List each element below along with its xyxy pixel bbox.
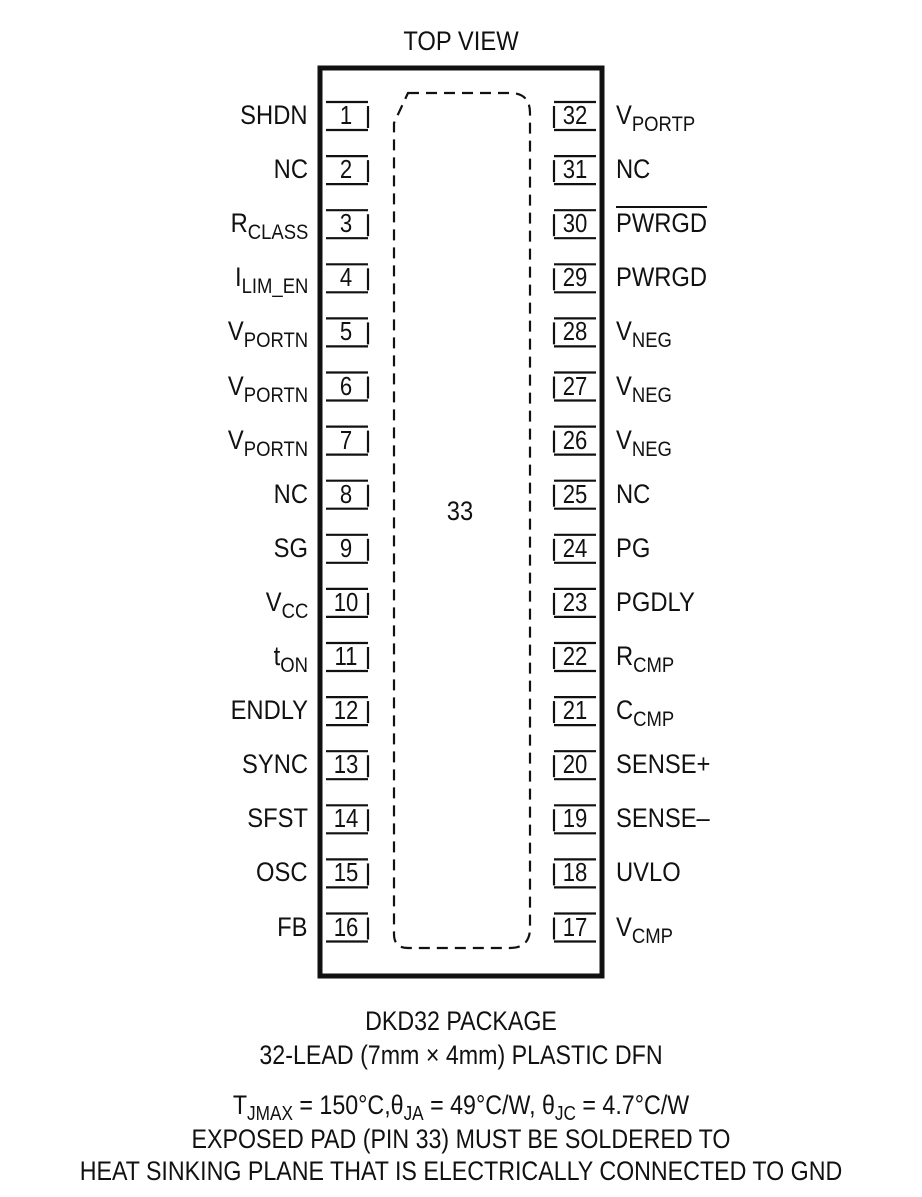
theta-ja-subscript: JA bbox=[403, 1103, 424, 1125]
theta-jc-subscript: JC bbox=[554, 1103, 576, 1125]
pin-32-number: 32 bbox=[562, 100, 588, 130]
pin-12-number: 12 bbox=[333, 695, 359, 726]
pin-32-name: V bbox=[616, 100, 632, 130]
pin-10-label bbox=[265, 586, 308, 623]
pin-12-name: ENDLY bbox=[230, 695, 308, 726]
package-name: DKD32 PACKAGE bbox=[365, 1006, 557, 1036]
pin-22-subscript: CMP bbox=[633, 654, 675, 677]
pin-8-label bbox=[274, 479, 308, 509]
pin-13-label bbox=[242, 749, 308, 779]
pin-20-number: 20 bbox=[562, 749, 588, 780]
pin-32-label bbox=[616, 100, 696, 136]
tjmax-value: = 150°C, bbox=[292, 1090, 391, 1120]
pin-25-number: 25 bbox=[562, 478, 588, 509]
pin-5-number: 5 bbox=[339, 316, 353, 347]
pin-7-label bbox=[227, 424, 308, 461]
pin-21-number: 21 bbox=[562, 695, 588, 726]
pin-15-number: 15 bbox=[333, 857, 359, 888]
pin-20-label bbox=[616, 749, 710, 779]
pin-7-subscript: PORTN bbox=[243, 437, 308, 461]
pin-11-name: t bbox=[273, 641, 281, 671]
tjmax-subscript: JMAX bbox=[247, 1103, 293, 1125]
thermal-specs bbox=[65, 1090, 858, 1125]
exposed-pad-note-line-1: EXPOSED PAD (PIN 33) MUST BE SOLDERED TO bbox=[191, 1124, 731, 1154]
pin-18-number: 18 bbox=[562, 857, 588, 888]
pin-25-label bbox=[616, 479, 650, 509]
theta-ja-value: = 49°C/W, bbox=[423, 1090, 543, 1120]
pin-20-name: SENSE+ bbox=[616, 749, 711, 780]
diagram-title: TOP VIEW bbox=[403, 26, 519, 56]
pin-21-subscript: CMP bbox=[633, 708, 675, 732]
pin-27-label bbox=[616, 370, 672, 407]
pin-30-name: PWRGD bbox=[616, 208, 708, 239]
pin-29-label bbox=[616, 262, 707, 292]
pin-5-name: V bbox=[227, 316, 244, 347]
theta-jc-value: = 4.7°C/W bbox=[575, 1090, 690, 1120]
pin-3-subscript: CLASS bbox=[247, 221, 308, 245]
pin-28-name: V bbox=[616, 316, 632, 347]
theta-jc-symbol: θ bbox=[542, 1090, 555, 1120]
pin-23-number: 23 bbox=[562, 586, 588, 617]
exposed-pad-note-line-2: HEAT SINKING PLANE THAT IS ELECTRICALLY CONNECTED TO GND bbox=[79, 1156, 843, 1186]
pin-7-name: V bbox=[227, 424, 244, 455]
pin-23-name: PGDLY bbox=[616, 586, 695, 617]
pin-11-label bbox=[273, 641, 308, 677]
pin-30-number: 30 bbox=[562, 208, 588, 239]
pin-17-subscript: CMP bbox=[631, 924, 673, 948]
pin-19-number: 19 bbox=[562, 803, 588, 834]
pin-29-number: 29 bbox=[562, 262, 588, 293]
pin-22-name: R bbox=[616, 641, 634, 671]
pin-26-label bbox=[616, 424, 672, 461]
pin-27-number: 27 bbox=[562, 370, 588, 401]
pin-14-label bbox=[247, 803, 308, 833]
pin-27-subscript: NEG bbox=[631, 383, 672, 407]
pin-32-subscript: PORTP bbox=[631, 113, 696, 136]
pin-29-name: PWRGD bbox=[616, 262, 708, 293]
pin-19-name: SENSE– bbox=[616, 803, 710, 834]
pin-14-name: SFST bbox=[247, 803, 308, 834]
pin-5-label bbox=[227, 316, 308, 353]
pin-26-number: 26 bbox=[562, 424, 588, 455]
pin-31-label bbox=[616, 154, 650, 184]
pin-3-label bbox=[230, 208, 308, 245]
pin-30-label bbox=[616, 208, 707, 238]
pin-17-label bbox=[616, 911, 673, 948]
pin-23-label bbox=[616, 587, 695, 617]
pin-17-number: 17 bbox=[562, 911, 588, 942]
pin-24-number: 24 bbox=[562, 532, 588, 563]
package-description: 32-LEAD (7mm × 4mm) PLASTIC DFN bbox=[259, 1040, 663, 1070]
pin-9-number: 9 bbox=[339, 532, 353, 563]
pin-31-number: 31 bbox=[562, 154, 588, 185]
pin-24-label bbox=[616, 533, 650, 563]
pin-18-label bbox=[616, 857, 681, 887]
pin-7-number: 7 bbox=[339, 424, 353, 455]
pin-3-name: R bbox=[230, 208, 248, 239]
exposed-pad-number: 33 bbox=[446, 496, 474, 526]
pin-4-subscript: LIM_EN bbox=[241, 275, 308, 299]
pin-4-name: I bbox=[234, 262, 242, 293]
pin-10-number: 10 bbox=[333, 586, 359, 617]
pin-6-name: V bbox=[227, 370, 244, 401]
pin-1-name: SHDN bbox=[240, 100, 308, 130]
pin-13-name: SYNC bbox=[241, 749, 308, 780]
pin-15-label bbox=[257, 857, 308, 887]
tjmax-symbol: T bbox=[232, 1090, 248, 1120]
pin-22-number: 22 bbox=[562, 641, 588, 671]
pin-6-number: 6 bbox=[339, 370, 353, 401]
pin-16-number: 16 bbox=[333, 911, 359, 942]
pin-21-name: C bbox=[616, 695, 634, 726]
pin-8-number: 8 bbox=[339, 478, 353, 509]
pin-1-number: 1 bbox=[339, 100, 353, 130]
pin-18-name: UVLO bbox=[616, 857, 681, 888]
pin-11-subscript: ON bbox=[280, 654, 308, 677]
pin-28-label bbox=[616, 316, 672, 353]
pin-11-number: 11 bbox=[334, 641, 358, 671]
pin-12-label bbox=[231, 695, 308, 725]
pin-14-number: 14 bbox=[333, 803, 359, 834]
pin-2-number: 2 bbox=[339, 154, 353, 185]
pin-3-number: 3 bbox=[339, 208, 353, 239]
pin-15-name: OSC bbox=[256, 857, 308, 888]
pin-28-subscript: NEG bbox=[631, 329, 672, 353]
pin-16-name: FB bbox=[277, 911, 308, 942]
pin-27-name: V bbox=[616, 370, 632, 401]
theta-ja-symbol: θ bbox=[390, 1090, 404, 1120]
pin-6-label bbox=[227, 370, 308, 407]
pin-25-name: NC bbox=[616, 478, 651, 509]
pin-4-label bbox=[234, 262, 308, 299]
pin-6-subscript: PORTN bbox=[243, 383, 308, 407]
pin-4-number: 4 bbox=[339, 262, 353, 293]
pin-24-name: PG bbox=[616, 532, 651, 563]
pin-2-label bbox=[274, 154, 308, 184]
pin-10-subscript: CC bbox=[281, 599, 308, 623]
pin-22-label bbox=[616, 641, 675, 677]
pin-1-label bbox=[241, 100, 308, 130]
pin-13-number: 13 bbox=[333, 749, 359, 780]
pin-26-subscript: NEG bbox=[631, 437, 672, 461]
pin-16-label bbox=[278, 912, 308, 942]
pin-31-name: NC bbox=[616, 154, 651, 185]
pin-28-number: 28 bbox=[562, 316, 588, 347]
pin-26-name: V bbox=[616, 424, 632, 455]
pin-17-name: V bbox=[616, 911, 632, 942]
pin-2-name: NC bbox=[273, 154, 308, 185]
pin-10-name: V bbox=[265, 586, 282, 617]
pin-8-name: NC bbox=[273, 478, 308, 509]
pin-9-name: SG bbox=[273, 532, 308, 563]
pin-9-label bbox=[274, 533, 308, 563]
pin-21-label bbox=[616, 695, 675, 732]
pin-19-label bbox=[616, 803, 710, 833]
pin-5-subscript: PORTN bbox=[243, 329, 308, 353]
